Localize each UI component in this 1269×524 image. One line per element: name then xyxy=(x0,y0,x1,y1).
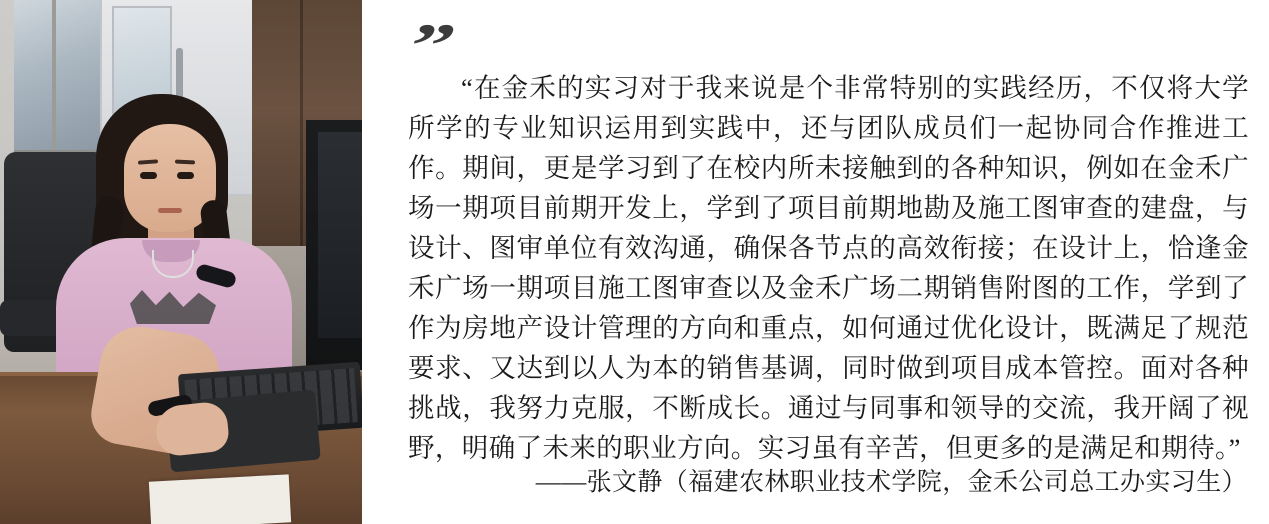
window-mullion xyxy=(52,0,56,150)
person-eye-left xyxy=(140,172,157,179)
person-mouth xyxy=(158,208,182,213)
person-eye-right xyxy=(177,172,194,179)
testimonial-text-panel xyxy=(362,0,1269,524)
quotation-mark-icon: ” xyxy=(401,10,458,80)
intern-photo xyxy=(0,0,362,524)
window xyxy=(14,0,103,153)
wardrobe-seam xyxy=(300,0,303,246)
testimonial-attribution: ——张文静（福建农林职业技术学院，金禾公司总工办实习生） xyxy=(535,469,1247,496)
testimonial-quote-text: “在金禾的实习对于我来说是个非常特别的实践经历，不仅将大学所学的专业知识运用到实践中，还与团队成员们一起协同合作推进工作。期间，更是学习到了在校内所未接触到的各种知识，例如在金禾广场一期项目前期开发上，学到了项目前期地勘及施工图审查的建盘，与设计、图审单位有效沟通，确保各节点的高效衔接；在设计上，恰逢金禾广场一期项目施工图审查以及金禾广场二期销售附图的工作，学到了作为房地产设计管理的方向和重点，如何通过优化设计，既满足了规范要求、又达到以人为本的销售基调，同时做到项目成本管控。面对各种挑战，我努力克服，不断成长。通过与同事和领导的交流，我开阔了视野，明确了未来的职业方向。实习虽有辛苦，但更多的是满足和期待。” xyxy=(408,73,1249,463)
testimonial-quote xyxy=(408,68,1249,468)
papers-on-desk xyxy=(149,474,291,524)
monitor-screen xyxy=(318,132,362,338)
